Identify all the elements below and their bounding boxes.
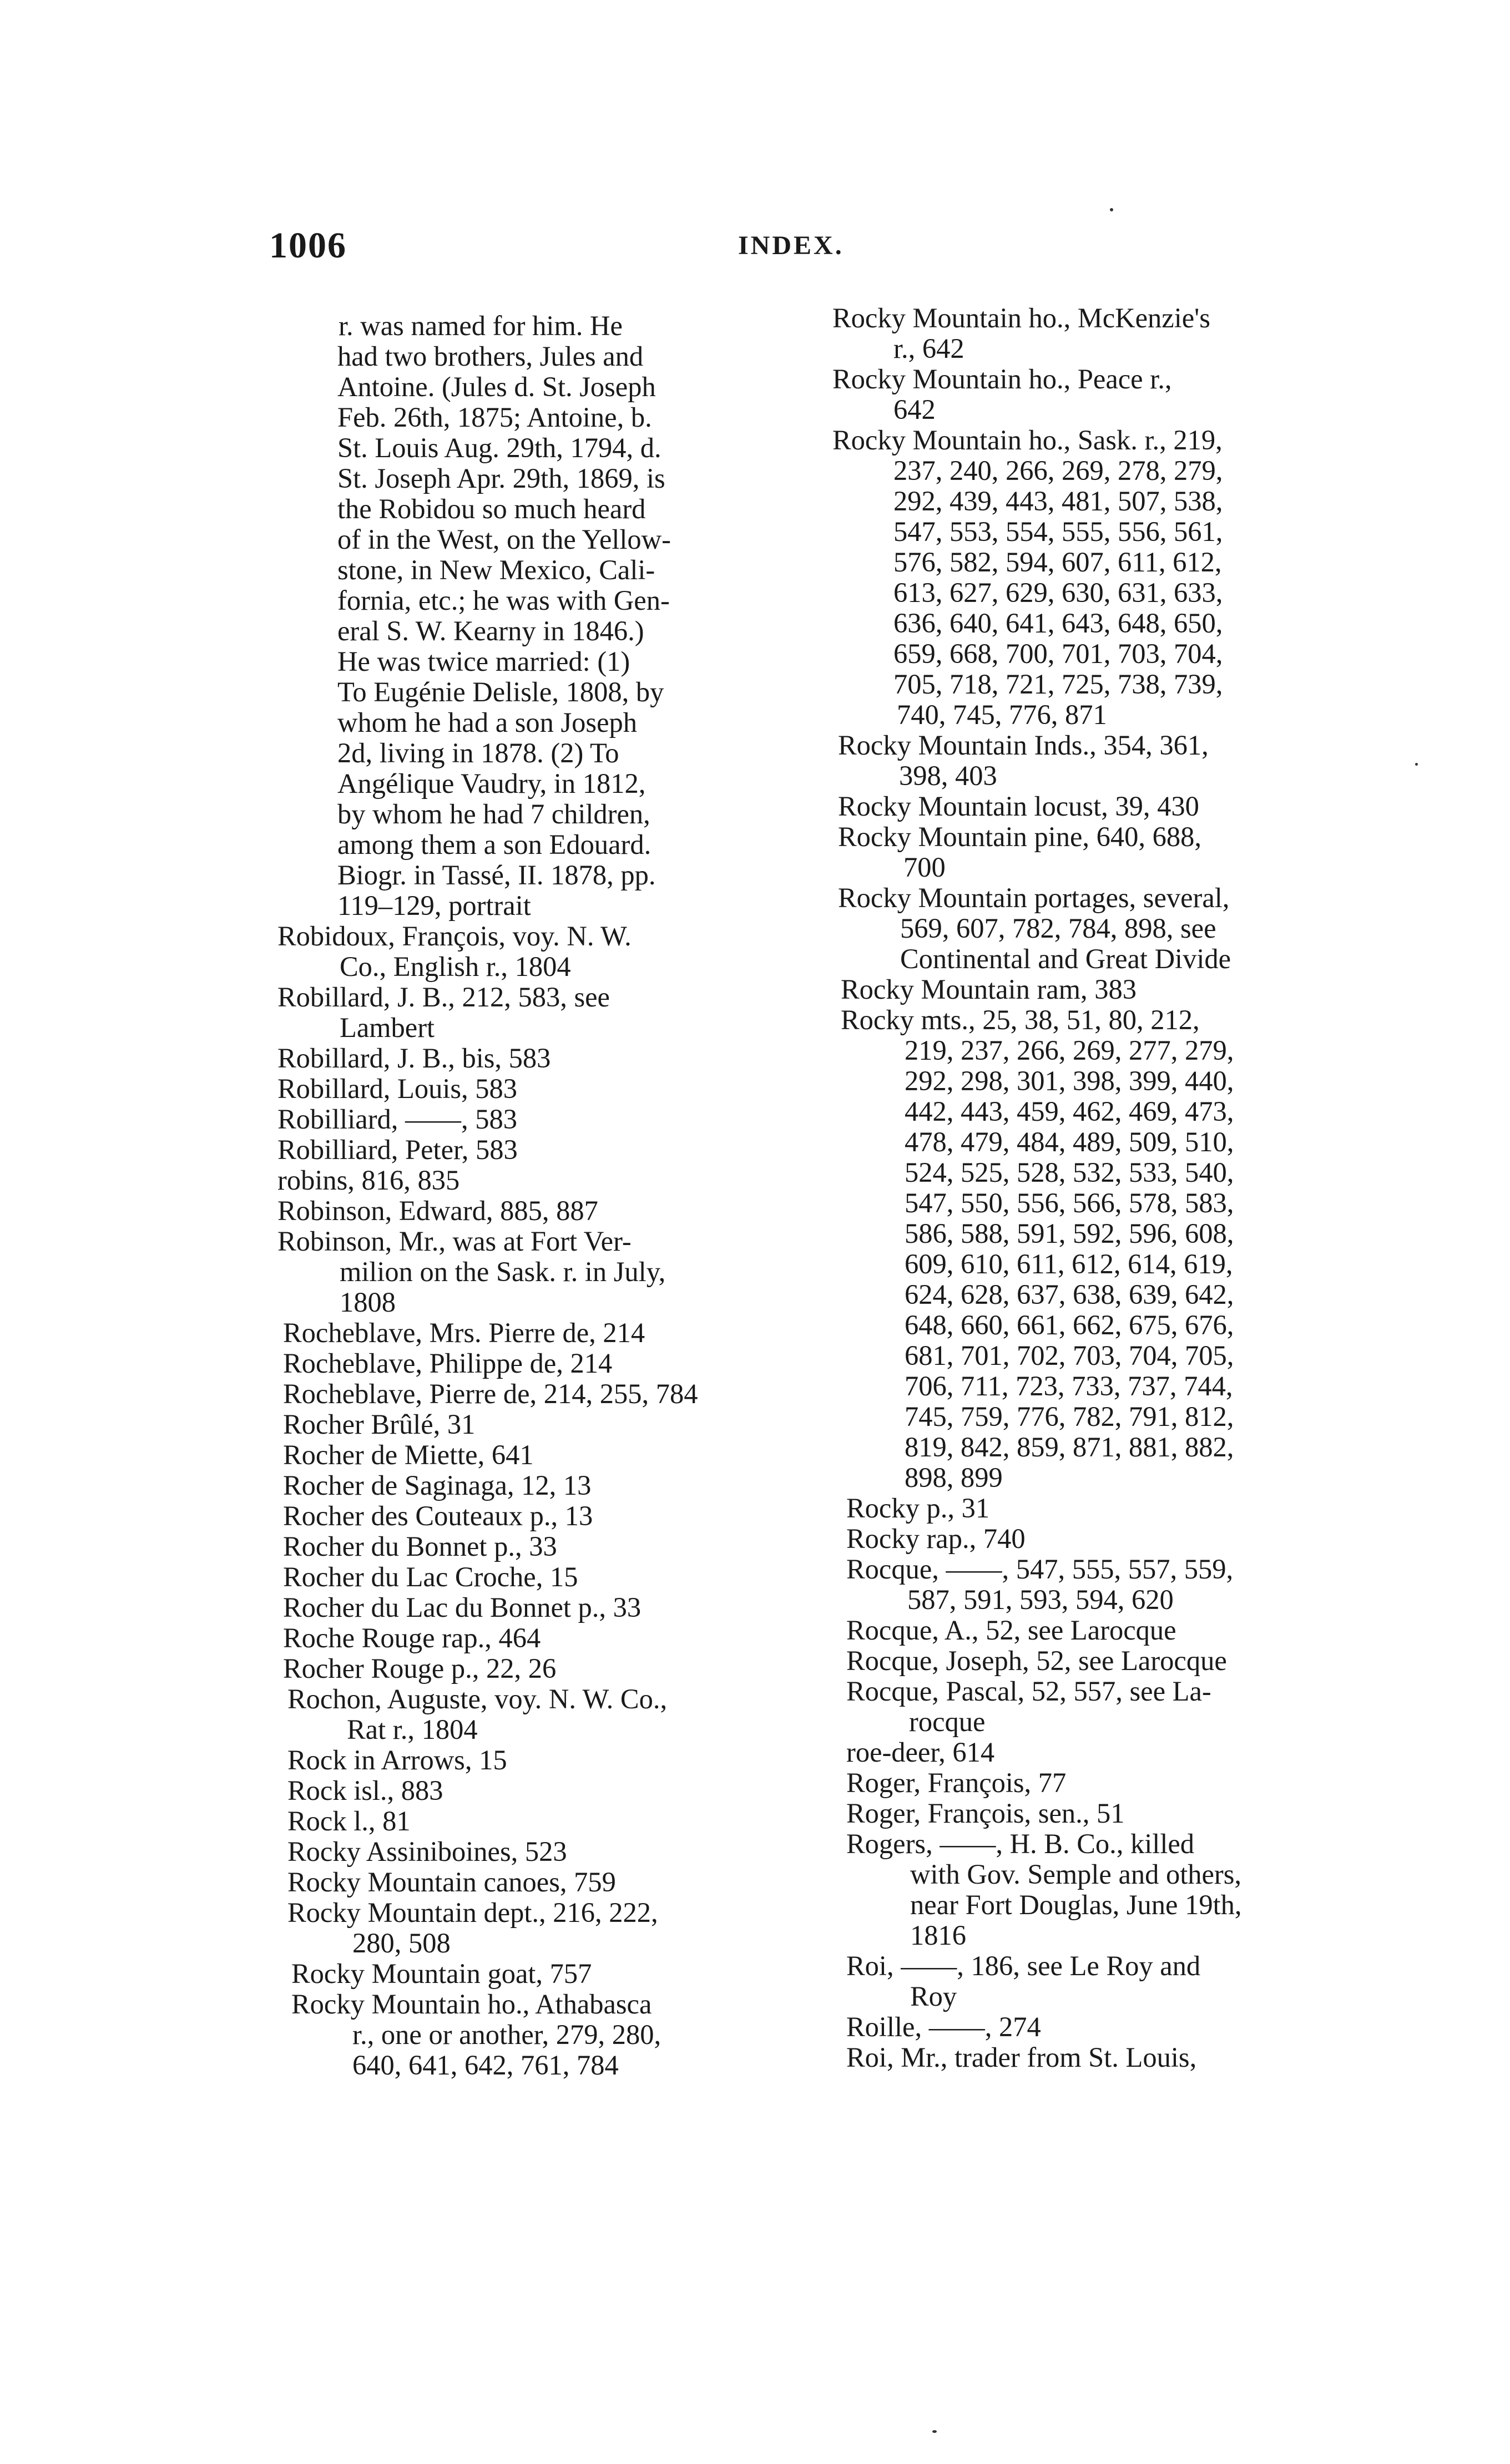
index-line: Roche Rouge rap., 464: [283, 1622, 541, 1653]
index-line: 442, 443, 459, 462, 469, 473,: [905, 1096, 1234, 1127]
index-line: by whom he had 7 children,: [337, 798, 650, 829]
page-number: 1006: [269, 225, 347, 266]
index-line: 819, 842, 859, 871, 881, 882,: [905, 1431, 1234, 1463]
index-line: Rocher des Couteaux p., 13: [283, 1500, 593, 1531]
index-line: 586, 588, 591, 592, 596, 608,: [905, 1218, 1234, 1249]
index-line: Rocheblave, Mrs. Pierre de, 214: [283, 1317, 645, 1348]
index-line: Rocky Mountain ho., Sask. r., 219,: [832, 424, 1223, 456]
index-line: Roger, François, 77: [846, 1767, 1067, 1798]
index-line: Robillard, Louis, 583: [277, 1073, 518, 1104]
index-line: Robillard, J. B., 212, 583, see: [277, 981, 610, 1013]
index-line: Rocky mts., 25, 38, 51, 80, 212,: [841, 1004, 1200, 1035]
index-line: 681, 701, 702, 703, 704, 705,: [905, 1340, 1234, 1371]
index-line: Roille, ——, 274: [846, 2011, 1041, 2042]
index-line: Rocky Assiniboines, 523: [287, 1836, 567, 1867]
index-line: Rocky Mountain locust, 39, 430: [838, 791, 1199, 822]
index-line: 547, 553, 554, 555, 556, 561,: [893, 516, 1223, 547]
index-line: He was twice married: (1): [337, 646, 630, 677]
index-line: 219, 237, 266, 269, 277, 279,: [905, 1035, 1234, 1066]
index-line: Feb. 26th, 1875; Antoine, b.: [337, 402, 652, 433]
index-line: 898, 899: [905, 1462, 1003, 1493]
index-line: Rocher Brûlé, 31: [283, 1409, 476, 1440]
index-line: the Robidou so much heard: [337, 493, 646, 524]
index-line: 636, 640, 641, 643, 648, 650,: [893, 608, 1223, 639]
index-line: 280, 508: [352, 1927, 451, 1959]
index-line: Angélique Vaudry, in 1812,: [337, 768, 646, 799]
index-line: Rocheblave, Philippe de, 214: [283, 1348, 613, 1379]
index-line: with Gov. Semple and others,: [910, 1859, 1242, 1890]
index-line: Rocky Mountain ho., McKenzie's: [832, 302, 1210, 333]
index-line: robins, 816, 835: [277, 1165, 460, 1196]
index-line: Rocher Rouge p., 22, 26: [283, 1653, 557, 1684]
index-line: 524, 525, 528, 532, 533, 540,: [905, 1157, 1234, 1188]
index-line: 659, 668, 700, 701, 703, 704,: [893, 638, 1223, 669]
index-line: Rogers, ——, H. B. Co., killed: [846, 1828, 1195, 1859]
index-line: Rock in Arrows, 15: [287, 1744, 507, 1775]
index-line: Biogr. in Tassé, II. 1878, pp.: [337, 859, 656, 891]
index-line: whom he had a son Joseph: [337, 707, 637, 738]
index-line: 613, 627, 629, 630, 631, 633,: [893, 577, 1223, 608]
index-line: 609, 610, 611, 612, 614, 619,: [905, 1248, 1233, 1279]
index-line: 398, 403: [899, 760, 997, 791]
index-line: 2d, living in 1878. (2) To: [337, 737, 619, 768]
index-line: Antoine. (Jules d. St. Joseph: [337, 371, 656, 402]
index-line: 745, 759, 776, 782, 791, 812,: [905, 1401, 1234, 1432]
index-line: Rocky Mountain pine, 640, 688,: [838, 821, 1202, 852]
index-line: Continental and Great Divide: [900, 943, 1231, 974]
index-line: had two brothers, Jules and: [337, 341, 644, 372]
index-line: of in the West, on the Yellow-: [337, 524, 671, 555]
index-line: Rocky Mountain ram, 383: [841, 974, 1137, 1005]
index-line: fornia, etc.; he was with Gen-: [337, 585, 670, 616]
index-line: Roy: [910, 1981, 957, 2012]
index-line: Rocky Mountain portages, several,: [838, 882, 1230, 913]
index-line: 1816: [910, 1920, 966, 1951]
index-line: Robilliard, Peter, 583: [277, 1134, 518, 1165]
index-line: Rocque, Joseph, 52, see Larocque: [846, 1645, 1227, 1676]
index-line: Rocher du Lac Croche, 15: [283, 1561, 578, 1592]
index-line: near Fort Douglas, June 19th,: [910, 1889, 1242, 1920]
index-line: r., 642: [893, 333, 964, 364]
index-line: Rocher de Saginaga, 12, 13: [283, 1470, 592, 1501]
index-line: Rocher du Lac du Bonnet p., 33: [283, 1592, 642, 1623]
index-line: Rocky p., 31: [846, 1492, 990, 1524]
index-line: Robinson, Mr., was at Fort Ver-: [277, 1226, 632, 1257]
index-line: eral S. W. Kearny in 1846.): [337, 615, 644, 646]
index-line: Rocque, Pascal, 52, 557, see La-: [846, 1676, 1211, 1707]
index-line: Robillard, J. B., bis, 583: [277, 1043, 551, 1074]
index-line: 119–129, portrait: [337, 890, 531, 921]
index-line: 576, 582, 594, 607, 611, 612,: [893, 547, 1222, 578]
index-line: St. Louis Aug. 29th, 1794, d.: [337, 432, 661, 463]
index-line: Robilliard, ——, 583: [277, 1104, 518, 1135]
index-line: Rocky rap., 740: [846, 1523, 1026, 1554]
index-line: Roi, Mr., trader from St. Louis,: [846, 2042, 1197, 2073]
index-line: Rocheblave, Pierre de, 214, 255, 784: [283, 1378, 698, 1409]
index-line: To Eugénie Delisle, 1808, by: [337, 676, 664, 707]
index-line: Rocky Mountain Inds., 354, 361,: [838, 730, 1209, 761]
index-line: 740, 745, 776, 871: [897, 699, 1107, 730]
index-line: Rock l., 81: [287, 1805, 411, 1836]
index-line: Roger, François, sen., 51: [846, 1798, 1125, 1829]
index-line: Robinson, Edward, 885, 887: [277, 1195, 598, 1226]
index-line: Rochon, Auguste, voy. N. W. Co.,: [287, 1683, 668, 1714]
index-line: 478, 479, 484, 489, 509, 510,: [905, 1126, 1234, 1157]
index-line: 624, 628, 637, 638, 639, 642,: [905, 1279, 1234, 1310]
index-line: Rocher du Bonnet p., 33: [283, 1531, 557, 1562]
index-line: 587, 591, 593, 594, 620: [907, 1584, 1174, 1615]
index-line: 706, 711, 723, 733, 737, 744,: [905, 1370, 1233, 1402]
running-head: INDEX.: [738, 231, 844, 260]
index-line: Rocky Mountain ho., Peace r.,: [832, 363, 1172, 394]
index-line: r. was named for him. He: [339, 310, 623, 341]
index-line: 237, 240, 266, 269, 278, 279,: [893, 455, 1223, 486]
index-line: 640, 641, 642, 761, 784: [352, 2050, 619, 2081]
index-line: 705, 718, 721, 725, 738, 739,: [893, 669, 1223, 700]
index-line: Lambert: [340, 1012, 435, 1043]
index-line: Robidoux, François, voy. N. W.: [277, 920, 632, 952]
index-line: among them a son Edouard.: [337, 829, 652, 860]
index-line: St. Joseph Apr. 29th, 1869, is: [337, 463, 665, 494]
index-line: 700: [903, 852, 946, 883]
index-line: Co., English r., 1804: [340, 951, 571, 982]
index-line: r., one or another, 279, 280,: [352, 2019, 661, 2050]
index-line: 1808: [340, 1287, 396, 1318]
index-line: 569, 607, 782, 784, 898, see: [900, 913, 1216, 944]
index-line: rocque: [909, 1706, 986, 1737]
index-line: 547, 550, 556, 566, 578, 583,: [905, 1187, 1234, 1218]
index-line: Rocher de Miette, 641: [283, 1439, 534, 1470]
index-line: roe-deer, 614: [846, 1737, 995, 1768]
index-line: 648, 660, 661, 662, 675, 676,: [905, 1309, 1234, 1340]
index-line: stone, in New Mexico, Cali-: [337, 554, 655, 585]
index-line: 292, 298, 301, 398, 399, 440,: [905, 1065, 1234, 1096]
index-line: Rocque, A., 52, see Larocque: [846, 1615, 1176, 1646]
index-line: Rocky Mountain dept., 216, 222,: [287, 1897, 658, 1928]
stray-mark: [1110, 208, 1113, 211]
index-line: Rocque, ——, 547, 555, 557, 559,: [846, 1554, 1234, 1585]
index-line: 642: [893, 394, 936, 425]
stray-mark: [932, 2430, 937, 2433]
index-line: Roi, ——, 186, see Le Roy and: [846, 1950, 1201, 1981]
stray-mark: [1415, 763, 1418, 766]
index-line: Rocky Mountain goat, 757: [291, 1958, 592, 1989]
index-line: Rat r., 1804: [347, 1714, 478, 1745]
index-line: Rock isl., 883: [287, 1775, 443, 1806]
index-line: milion on the Sask. r. in July,: [340, 1256, 666, 1287]
index-line: Rocky Mountain ho., Athabasca: [291, 1989, 652, 2020]
index-line: Rocky Mountain canoes, 759: [287, 1866, 616, 1898]
index-line: 292, 439, 443, 481, 507, 538,: [893, 485, 1223, 517]
